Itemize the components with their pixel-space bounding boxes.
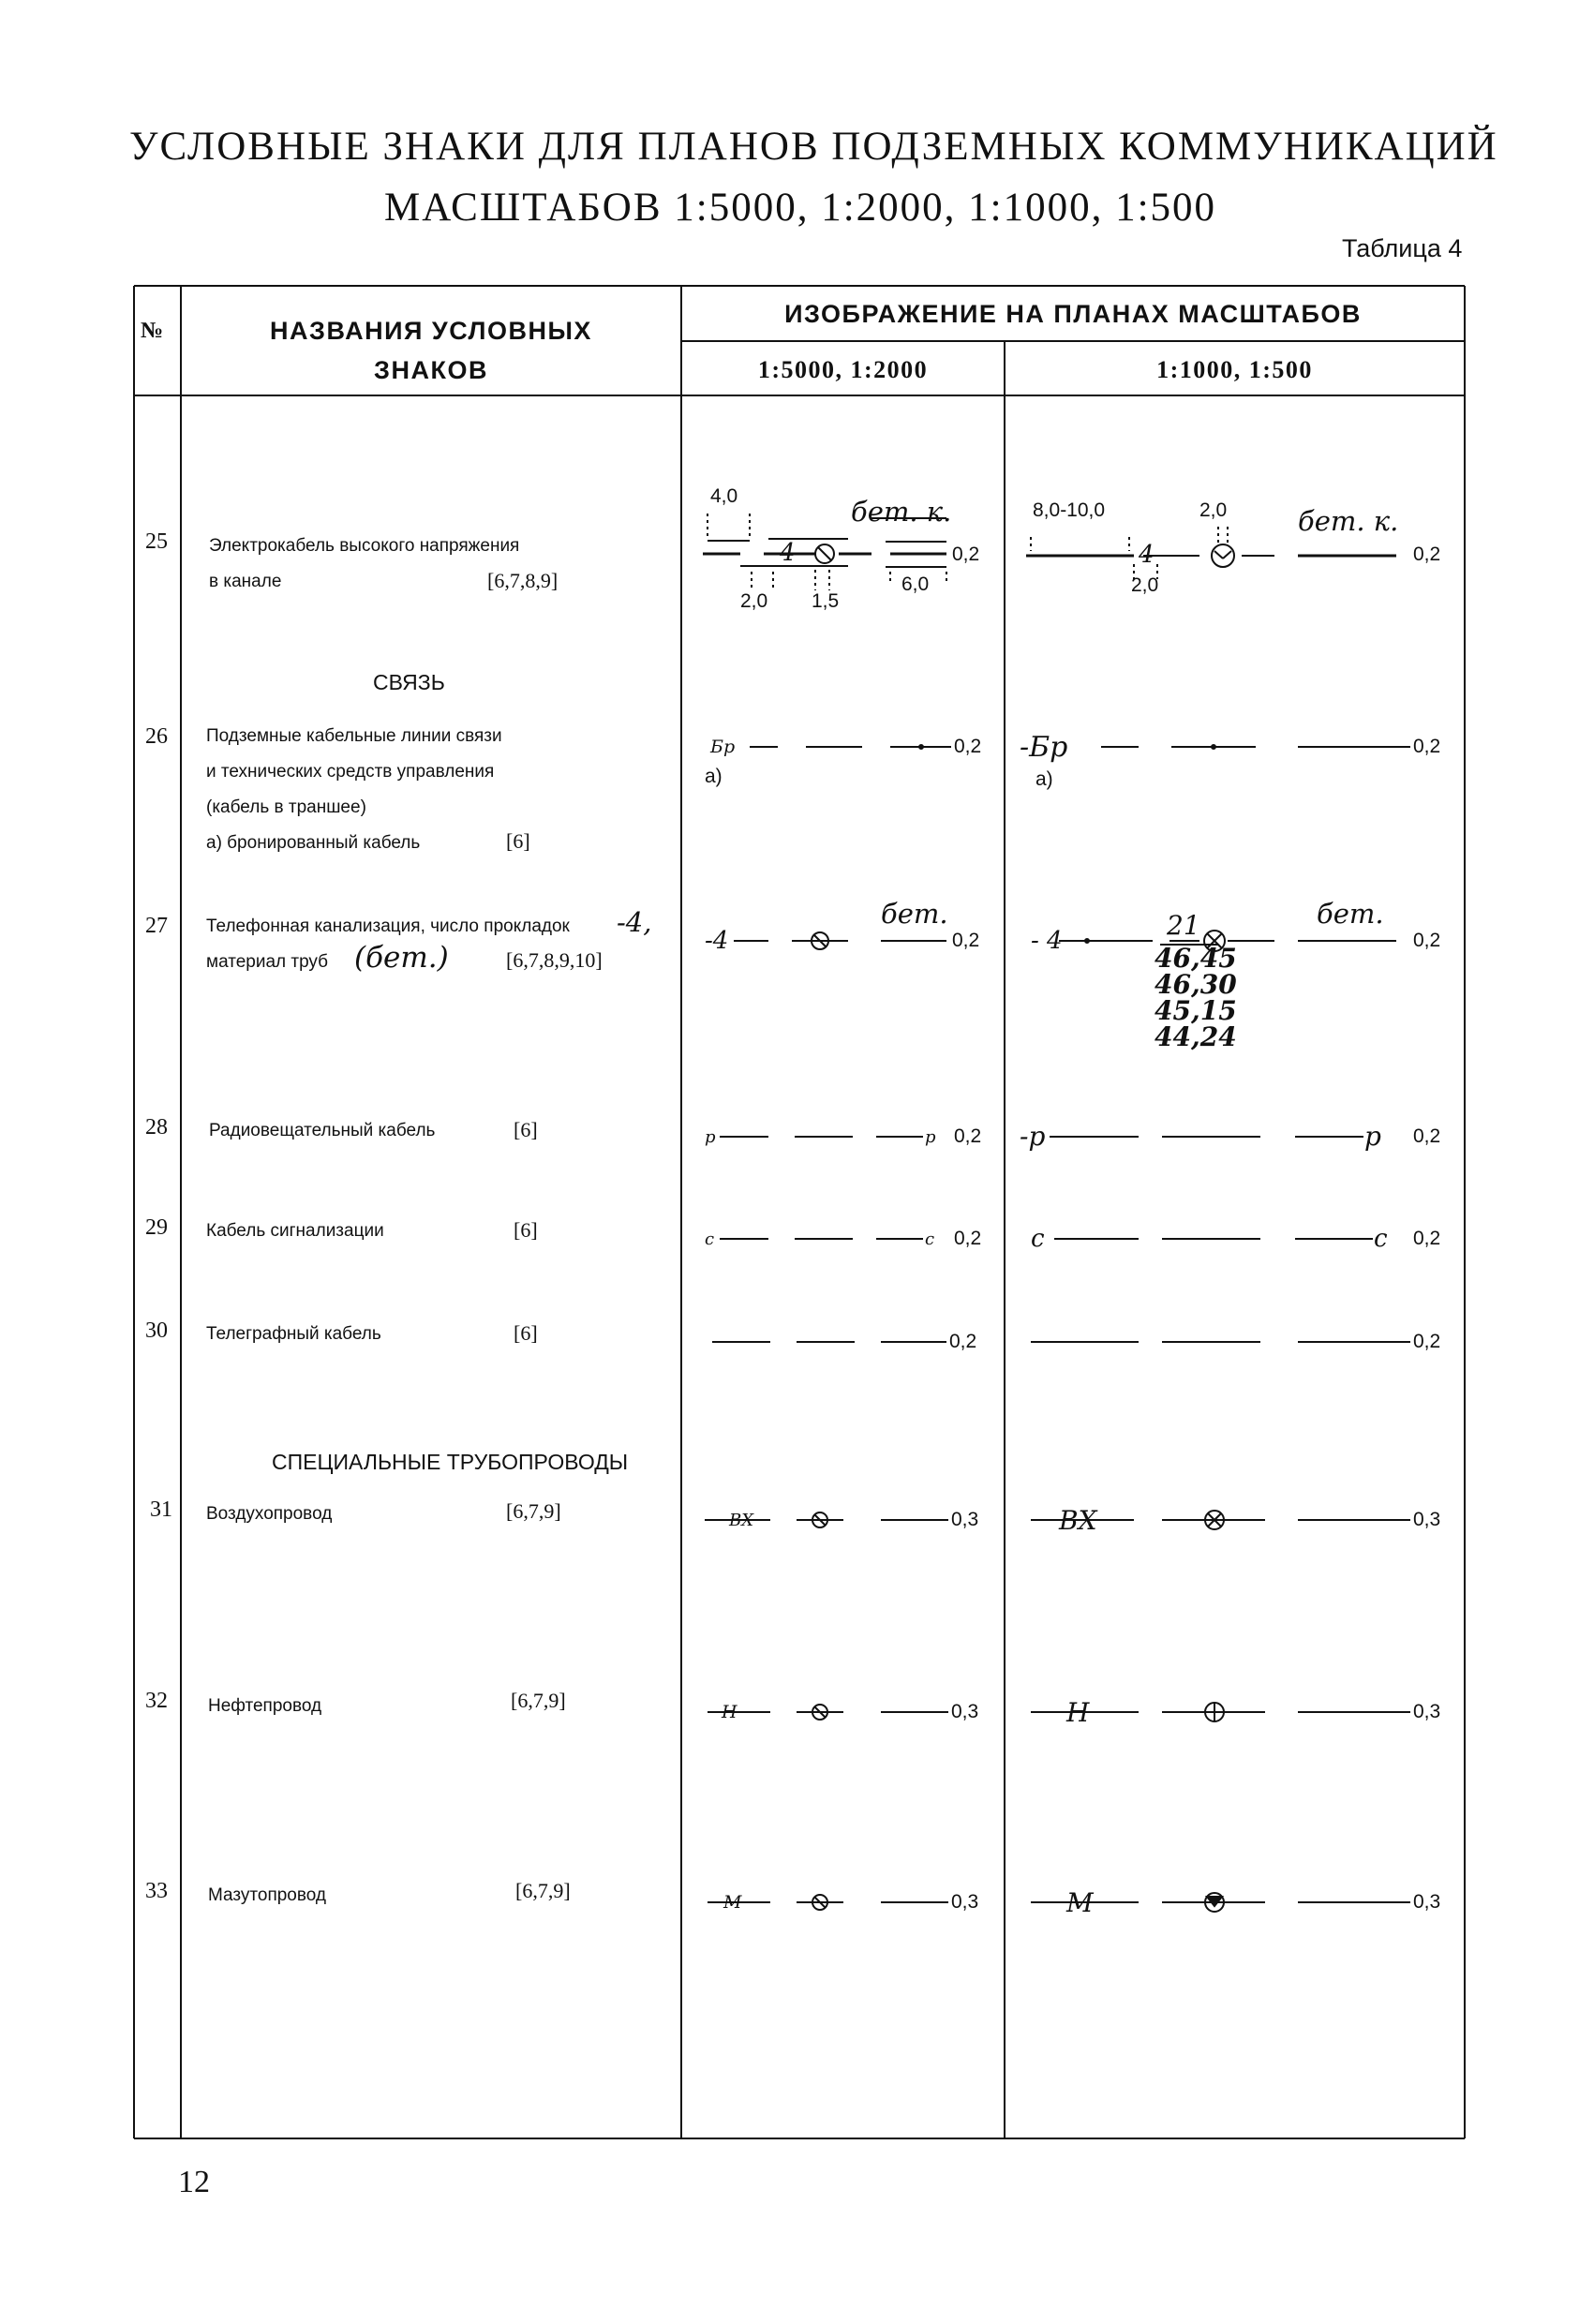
row-number: 30: [145, 1318, 168, 1343]
header-images: ИЗОБРАЖЕНИЕ НА ПЛАНАХ МАСШТАБОВ: [784, 300, 1362, 328]
row-name: Телефонная канализация, число прокладок: [206, 916, 570, 936]
row-ref: [6,7,9]: [506, 1499, 561, 1523]
title-line-2: МАСШТАБОВ 1:5000, 1:2000, 1:1000, 1:500: [384, 186, 1217, 230]
row-ref: [6]: [514, 1118, 538, 1141]
line-width: 0,3: [951, 1701, 979, 1722]
line-width: 0,2: [1413, 544, 1441, 565]
dim-label: 8,0-10,0: [1033, 499, 1106, 521]
symbol-code: с: [1374, 1225, 1388, 1253]
symbol-26-large: [1101, 745, 1410, 749]
symbol-code: -р: [1020, 1121, 1046, 1152]
row-ref: [6]: [514, 1218, 538, 1242]
dim-label: 6,0: [901, 574, 930, 595]
row-name-extra: (бет.): [354, 941, 449, 975]
line-width: 0,3: [951, 1509, 979, 1530]
row-ref: [6]: [506, 829, 530, 853]
elevation: 45,15: [1155, 995, 1237, 1026]
symbol-code: с: [705, 1229, 715, 1249]
line-width: 0,2: [1413, 736, 1441, 757]
title-line-1: УСЛОВНЫЕ ЗНАКИ ДЛЯ ПЛАНОВ ПОДЗЕМНЫХ КОММУНИКАЦИЙ: [129, 125, 1498, 169]
section-special-pipes: СПЕЦИАЛЬНЫЕ ТРУБОПРОВОДЫ: [272, 1450, 629, 1474]
dim-label: 2,0: [1131, 574, 1159, 596]
row-number: 26: [145, 724, 168, 749]
header-scale-large: 1:1000, 1:500: [1156, 356, 1313, 383]
symbol-code: р: [925, 1127, 936, 1147]
symbol-code: -Бр: [1020, 731, 1068, 764]
elevation: 46,45: [1155, 943, 1237, 974]
dim-label: 4,0: [710, 485, 738, 507]
row-name: (кабель в траншее): [206, 797, 366, 817]
symbol-top: 21: [1167, 910, 1200, 941]
elevation: 44,24: [1155, 1021, 1237, 1052]
header-scale-small: 1:5000, 1:2000: [757, 356, 929, 383]
row-name: а) бронированный кабель: [206, 833, 421, 853]
symbol-code: -4: [705, 927, 729, 955]
row-number: 31: [150, 1497, 172, 1522]
elevation: 46,30: [1155, 969, 1237, 1000]
dim-label: 2,0: [740, 590, 768, 612]
symbol-code: Бр: [710, 737, 736, 757]
line-width: 0,3: [951, 1891, 979, 1913]
row-name: Воздухопровод: [206, 1504, 333, 1524]
line-width: 0,2: [1413, 930, 1441, 951]
header-number: №: [141, 319, 164, 343]
symbol-code: - 4: [1031, 927, 1063, 955]
row-ref: [6]: [514, 1321, 538, 1345]
symbol-code: р: [1364, 1121, 1381, 1152]
section-communication: СВЯЗЬ: [373, 670, 445, 694]
line-width: 0,2: [949, 1331, 977, 1352]
row-ref: [6,7,9]: [511, 1689, 566, 1712]
row-name: Нефтепровод: [208, 1696, 322, 1716]
row-number: 25: [145, 529, 168, 554]
symbol-code: Н: [1066, 1697, 1090, 1728]
line-width: 0,2: [954, 736, 982, 757]
symbol-sub: а): [1035, 768, 1053, 790]
symbol-26-small: [750, 745, 951, 749]
symbol-number: 4: [780, 539, 796, 567]
symbol-code: с: [1031, 1225, 1045, 1253]
symbol-code: Н: [722, 1702, 737, 1722]
row-name: Электрокабель высокого напряжения: [209, 536, 520, 556]
row-ref: [6,7,9]: [515, 1879, 571, 1902]
row-name: Радиовещательный кабель: [209, 1121, 436, 1140]
row-number: 27: [145, 914, 168, 938]
row-number: 29: [145, 1215, 168, 1240]
symbol-label: бет.: [1317, 898, 1384, 930]
symbol-label: бет. к.: [851, 496, 952, 528]
symbol-code: с: [925, 1229, 935, 1249]
symbol-27-small: [734, 932, 946, 949]
line-width: 0,2: [952, 930, 980, 951]
line-width: 0,3: [1413, 1891, 1441, 1913]
row-ref: [6,7,8,9]: [487, 569, 559, 592]
line-width: 0,2: [954, 1125, 982, 1147]
symbol-sub: а): [705, 766, 723, 787]
row-number: 33: [145, 1879, 168, 1903]
symbol-code: М: [1066, 1887, 1094, 1918]
row-name: Кабель сигнализации: [206, 1221, 384, 1241]
line-width: 0,2: [954, 1228, 982, 1249]
line-width: 0,2: [1413, 1125, 1441, 1147]
symbol-32-small: [708, 1705, 948, 1720]
symbol-code: М: [723, 1892, 742, 1913]
row-name: Мазутопровод: [208, 1885, 326, 1905]
symbol-number: 4: [1139, 541, 1155, 569]
symbol-code: ВХ: [729, 1511, 754, 1530]
symbol-label: бет. к.: [1298, 505, 1399, 537]
row-number: 32: [145, 1689, 168, 1713]
row-number: 28: [145, 1115, 168, 1140]
dim-label: 2,0: [1199, 499, 1228, 521]
row-name: в канале: [209, 572, 282, 591]
header-names: НАЗВАНИЯ УСЛОВНЫХ ЗНАКОВ: [270, 317, 592, 384]
line-width: 0,2: [1413, 1228, 1441, 1249]
row-name: Подземные кабельные линии связи: [206, 726, 502, 746]
row-name: материал труб: [206, 952, 329, 972]
table-label: Таблица 4: [1342, 234, 1463, 262]
symbol-code: ВХ: [1059, 1505, 1097, 1536]
row-name-extra: -4,: [617, 906, 652, 938]
symbol-label: бет.: [881, 898, 948, 930]
row-name: и технических средств управления: [206, 762, 495, 782]
symbol-code: р: [705, 1127, 716, 1147]
row-ref: [6,7,8,9,10]: [506, 948, 603, 972]
symbol-33-small: [708, 1895, 948, 1910]
line-width: 0,3: [1413, 1701, 1441, 1722]
line-width: 0,3: [1413, 1509, 1441, 1530]
line-width: 0,2: [952, 544, 980, 565]
dim-label: 1,5: [812, 590, 840, 612]
line-width: 0,2: [1413, 1331, 1441, 1352]
row-name: Телеграфный кабель: [206, 1324, 381, 1344]
page-number: 12: [178, 2165, 210, 2199]
